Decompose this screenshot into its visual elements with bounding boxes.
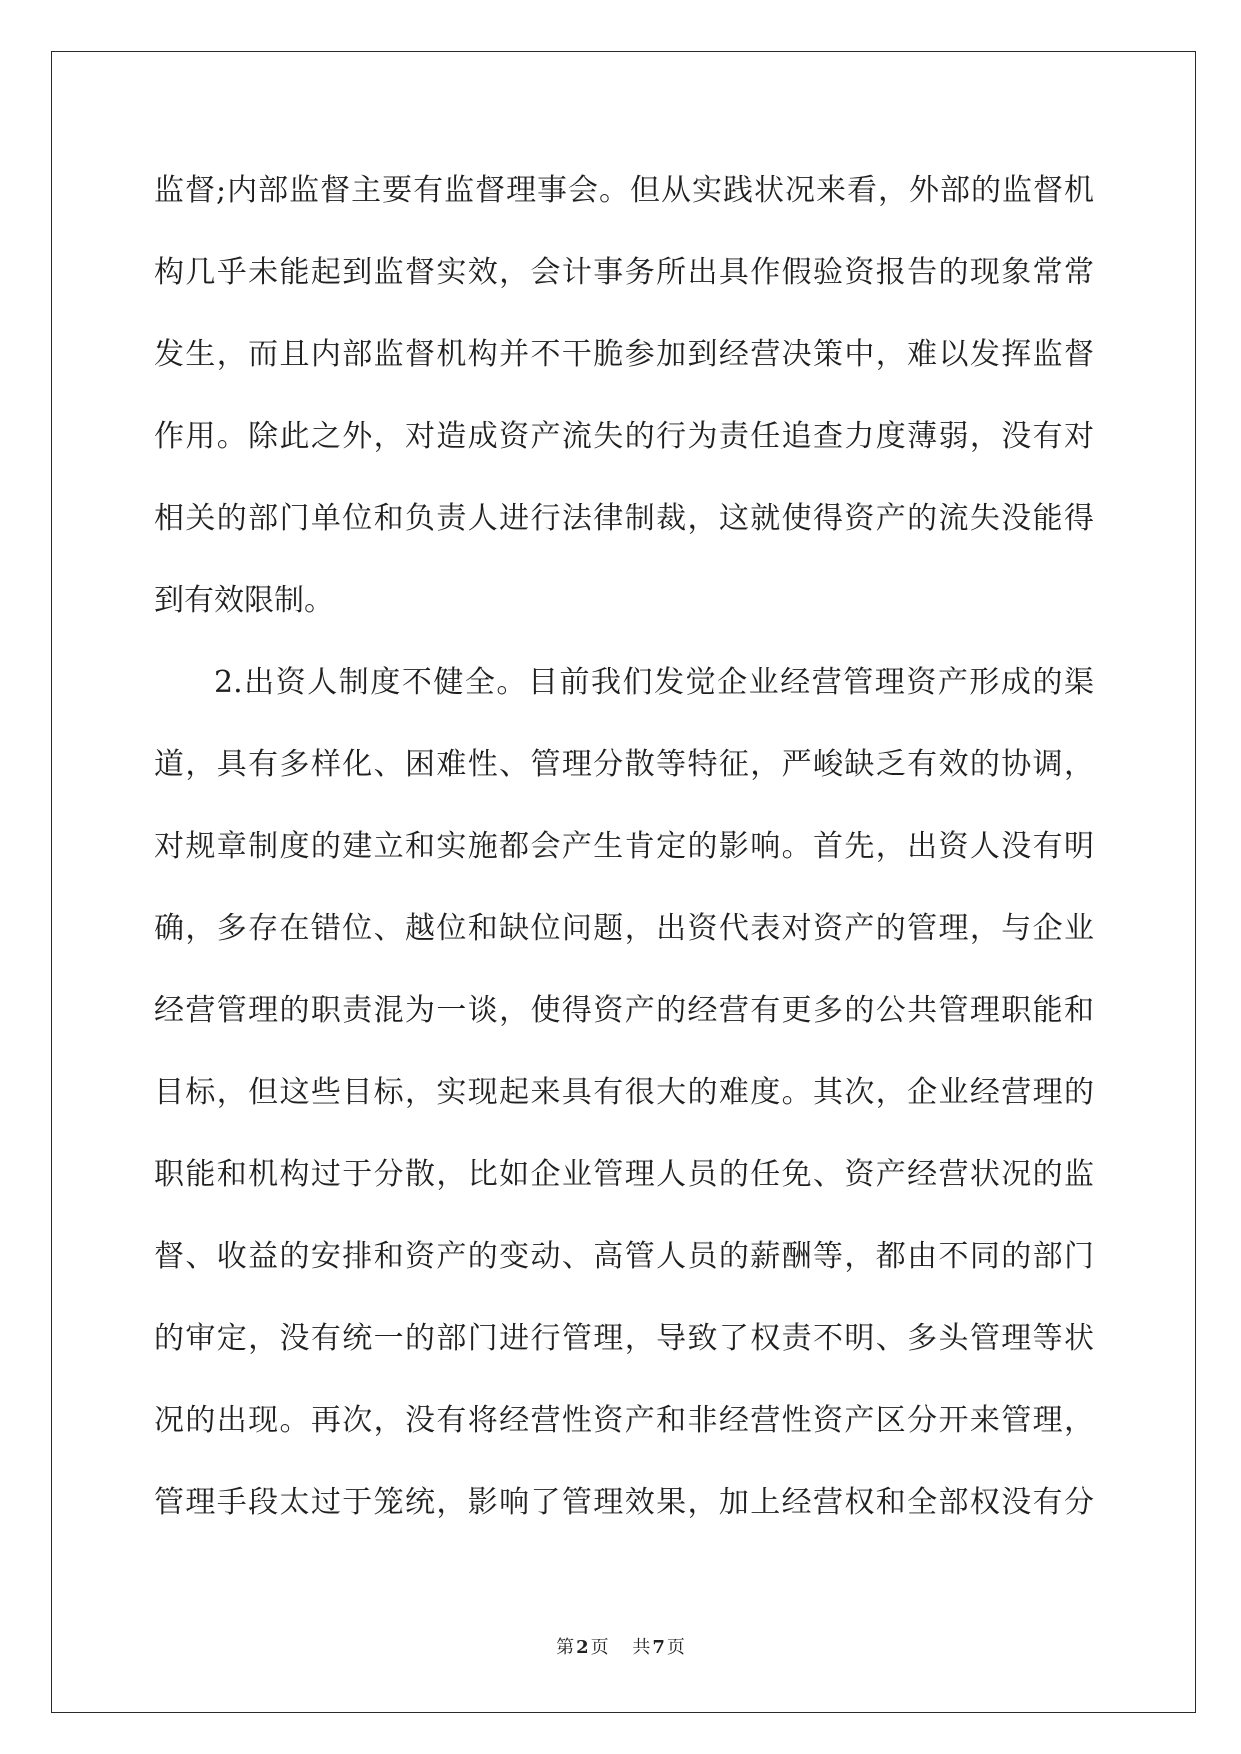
paragraph-line: 发生，而且内部监督机构并不干脆参加到经营决策中，难以发挥监督 (154, 337, 1094, 372)
document-body (154, 150, 1094, 1544)
paragraph-line: 确，多存在错位、越位和缺位问题，出资代表对资产的管理，与企业 (154, 911, 1094, 946)
total-prefix: 共 (632, 1637, 651, 1658)
paragraph-line: 2.出资人制度不健全。目前我们发觉企业经营管理资产形成的渠 (214, 665, 1094, 700)
paragraph-line: 作用。除此之外，对造成资产流失的行为责任追查力度薄弱，没有对 (154, 419, 1094, 454)
paragraph-line: 目标，但这些目标，实现起来具有很大的难度。其次，企业经营理的 (154, 1075, 1094, 1110)
paragraph-line: 经营管理的职责混为一谈，使得资产的经营有更多的公共管理职能和 (154, 993, 1094, 1028)
paragraph-line: 到有效限制。 (154, 583, 334, 618)
paragraph-line: 监督;内部监督主要有监督理事会。但从实践状况来看，外部的监督机 (154, 173, 1094, 208)
total-pages: 7 (652, 1637, 665, 1658)
paragraph (154, 150, 1094, 642)
paragraph-line: 况的出现。再次，没有将经营性资产和非经营性资产区分开来管理， (154, 1403, 1094, 1438)
total-pages-indicator (632, 1637, 685, 1658)
paragraph-line: 道，具有多样化、困难性、管理分散等特征，严峻缺乏有效的协调， (154, 747, 1094, 782)
paragraph-line: 管理手段太过于笼统，影响了管理效果，加上经营权和全部权没有分 (154, 1485, 1094, 1520)
paragraph-line: 职能和机构过于分散，比如企业管理人员的任免、资产经营状况的监 (154, 1157, 1094, 1192)
total-suffix: 页 (666, 1637, 685, 1658)
paragraph (154, 642, 1094, 1544)
page-suffix: 页 (590, 1637, 609, 1658)
paragraph-line: 相关的部门单位和负责人进行法律制裁，这就使得资产的流失没能得 (154, 501, 1094, 536)
page-indicator (556, 1637, 614, 1658)
paragraph-line: 对规章制度的建立和实施都会产生肯定的影响。首先，出资人没有明 (154, 829, 1094, 864)
paragraph-line: 构几乎未能起到监督实效，会计事务所出具作假验资报告的现象常常 (154, 255, 1094, 290)
page-number: 2 (576, 1637, 589, 1658)
page-footer (0, 1636, 1241, 1660)
paragraph-line: 督、收益的安排和资产的变动、高管人员的薪酬等，都由不同的部门 (154, 1239, 1094, 1274)
paragraph-line: 的审定，没有统一的部门进行管理，导致了权责不明、多头管理等状 (154, 1321, 1094, 1356)
page-prefix: 第 (556, 1637, 575, 1658)
